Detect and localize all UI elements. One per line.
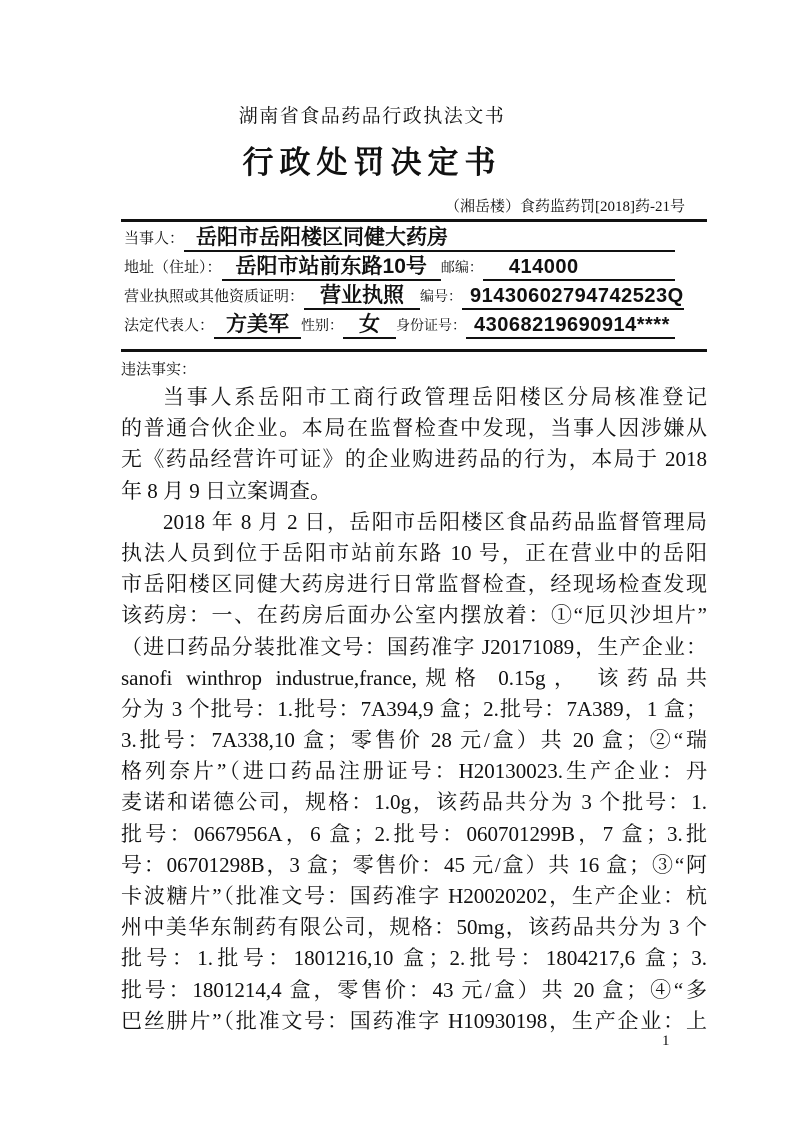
body-line: 当事人系岳阳市工商行政管理岳阳楼区分局核准登记 — [163, 385, 707, 409]
party-value-field — [184, 227, 675, 252]
gender-value: 女 — [359, 313, 381, 336]
body-line: 巴丝肼片”（批准文号：国药准字 H10930198，生产企业：上 — [121, 1008, 707, 1033]
license-value-field — [304, 285, 420, 310]
postcode-value-field — [483, 257, 675, 281]
body-line: 3.批号：7A338,10 盒；零售价 28 元/盒）共 20 盒；②“瑞 — [121, 728, 707, 753]
body-line: 格列奈片”（进口药品注册证号：H20130023.生产企业：丹 — [121, 759, 707, 784]
license-row — [124, 281, 707, 310]
address-label: 地址（住址）： — [124, 260, 222, 276]
body-line: 年 8 月 9 日立案调查。 — [121, 478, 331, 503]
body-line: 执法人员到位于岳阳市站前东路 10 号，正在营业中的岳阳 — [121, 540, 707, 565]
body-line: 批号：1801214,4 盒，零售价：43 元/盒）共 20 盒；④“多 — [121, 977, 707, 1002]
violation-facts-label: 违法事实： — [121, 362, 197, 378]
body-line: （进口药品分装批准文号：国药准字 J20171089，生产企业： — [121, 634, 707, 659]
body-line: 号：06701298B，3 盒；零售价：45 元/盒）共 16 盒；③“阿 — [121, 852, 707, 877]
legal-rep-row — [124, 310, 707, 339]
doc-number: （湘岳楼）食药监药罚[2018]药-21号 — [445, 199, 685, 215]
license-value: 营业执照 — [320, 284, 405, 307]
body-line: 无《药品经营许可证》的企业购进药品的行为，本局于 2018 — [121, 447, 707, 472]
page-number: 1 — [662, 1033, 670, 1049]
body-line: 市岳阳楼区同健大药房进行日常监督检查，经现场检查发现 — [121, 572, 707, 597]
address-row — [124, 252, 707, 281]
violation-facts-body — [121, 382, 707, 1037]
license-no-value-field — [462, 286, 684, 310]
body-line: sanofi winthrop industrue,france,规格 0.15g， 该药品共 — [121, 665, 707, 690]
legal-rep-value-field — [214, 314, 301, 339]
doc-title: 行政处罚决定书 — [242, 145, 502, 180]
party-row — [124, 223, 707, 252]
body-line: 批号：0667956A，6 盒；2.批号：060701299B，7 盒；3.批 — [121, 821, 707, 846]
party-info-section — [121, 219, 707, 352]
body-line: 州中美华东制药有限公司，规格：50mg，该药品共分为 3 个 — [121, 915, 707, 940]
body-line: 的普通合伙企业。本局在监督检查中发现，当事人因涉嫌从 — [121, 416, 707, 441]
license-no-label: 编号： — [420, 290, 463, 305]
body-line: 该药房：一、在药房后面办公室内摆放着：①“厄贝沙坦片” — [121, 603, 707, 628]
address-value: 岳阳市站前东路10号 — [235, 255, 427, 278]
body-line: 卡波糖片”（批准文号：国药准字 H20020202，生产企业：杭 — [121, 884, 707, 908]
legal-rep-value: 方美军 — [226, 313, 290, 336]
gender-value-field — [343, 314, 396, 339]
license-label: 营业执照或其他资质证明： — [124, 289, 305, 305]
body-line: 批号：1.批号：1801216,10 盒；2.批号：1804217,6 盒；3. — [121, 946, 707, 971]
party-label: 当事人： — [124, 231, 185, 247]
id-label: 身份证号： — [396, 319, 467, 334]
postcode-label: 邮编： — [440, 261, 483, 276]
doc-category-title: 湖南省食品药品行政执法文书 — [238, 106, 506, 127]
legal-rep-label: 法定代表人： — [124, 318, 215, 334]
party-value: 岳阳市岳阳楼区同健大药房 — [196, 226, 449, 249]
body-line: 分为 3 个批号：1.批号：7A394,9 盒；2.批号：7A389，1 盒； — [121, 696, 707, 721]
body-line: 麦诺和诺德公司，规格：1.0g，该药品共分为 3 个批号：1. — [121, 790, 707, 815]
license-no-value: 91430602794742523Q — [470, 285, 684, 307]
violation-paragraph-1 — [121, 382, 707, 507]
gender-label: 性别： — [301, 319, 344, 334]
id-value: 43068219690914**** — [474, 314, 670, 336]
body-line: 2018 年 8 月 2 日，岳阳市岳阳楼区食品药品监督管理局 — [163, 509, 707, 534]
address-value-field — [222, 256, 441, 281]
id-value-field — [466, 315, 675, 339]
document-content — [121, 0, 707, 1037]
violation-paragraph-2 — [121, 507, 707, 1037]
postcode-value: 414000 — [508, 256, 579, 278]
